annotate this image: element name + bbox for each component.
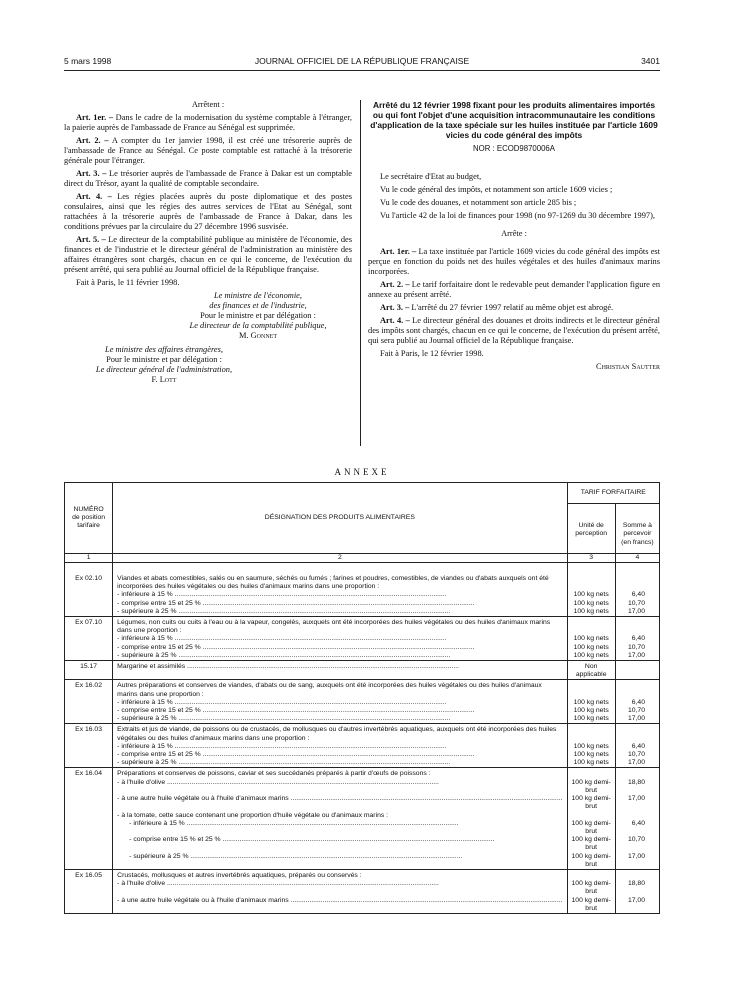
unit-cell: 100 kg nets [567,608,615,617]
unit-cell: 100 kg demi-brut [567,897,615,914]
amount-cell: 17,00 [615,853,659,870]
designation-cell [113,853,567,870]
table-row [65,759,660,768]
designation-cell [113,591,567,599]
table-row [65,743,660,751]
col-header-unite: Unité de perception [567,504,615,554]
sig1-line3: Pour le ministre et par délégation : [200,311,316,320]
amount-cell: 17,00 [615,795,659,811]
position-cell: Ex 16.04 [65,768,113,779]
article-text: Le directeur général des douanes et droits indirects et le directeur général des impôts sont chargés, chacun en ce qui le concerne, de l'exécution du présent arrêté, qui sera publié au Journal officiel de la République française. [368,316,660,345]
designation-text: - inférieure à 15 % ..... [117,635,562,643]
amount-cell [615,724,659,743]
amount-cell [615,563,659,592]
amount-cell [615,768,659,779]
article-right-2 [368,280,660,300]
unit-cell [567,617,615,636]
left-articles [64,113,352,275]
decree-title: Arrêté du 12 février 1998 fixant pour les produits alimentaires importés ou qui font l'objet d'une acquisition intracommunautaire les conditions d'application de la taxe spéciale sur les huiles instituée par l'article 1609 vicies du code général des impôts [370,100,658,140]
designation-text: - supérieure à 25 % ..... [117,759,562,767]
position-cell: Ex 16.02 [65,680,113,699]
article-right-3 [368,303,660,313]
position-cell: Ex 07.10 [65,617,113,636]
table-row [65,680,660,699]
col-header-tarif: TARIF FORFAITAIRE [567,483,660,504]
unit-cell: 100 kg nets [567,751,615,759]
position-cell [65,795,113,811]
table-row [65,779,660,795]
column-number-row [65,553,660,562]
header-date: 5 mars 1998 [64,56,112,66]
article-label: Art. 3. – [380,303,410,312]
article-right-1 [368,247,660,277]
table-row [65,724,660,743]
designation-text: Margarine et assimilés ..... [117,663,562,671]
amount-cell: 6,40 [615,591,659,599]
column-divider [360,100,361,446]
visa-1: Le secrétaire d'Etat au budget, [380,172,482,181]
position-cell [65,707,113,715]
article-label: Art. 4. – [76,192,112,201]
page-header [64,56,660,71]
position-cell: 15.17 [65,661,113,680]
amount-cell [615,812,659,820]
article-label: Art. 2. – [76,136,109,145]
unit-cell: 100 kg nets [567,743,615,751]
designation-text: - à l'huile d'olive ..... [117,880,562,888]
position-cell [65,715,113,724]
arrete-heading: Arrête : [501,229,527,238]
amount-cell: 6,40 [615,743,659,751]
article-text: Le trésorier auprès de l'ambassade de France à Dakar est un comptable direct du Trésor, ayant la qualité de comptable secondaire. [64,169,353,188]
article-text: A compter du 1er janvier 1998, il est créé une trésorerie auprès de l'ambassade de France au Sénégal. Ce poste comptable est rattaché à la trésorerie générale pour l'étranger. [64,136,353,165]
position-cell [65,600,113,608]
article-left-5 [64,235,352,275]
table-row [65,644,660,652]
article-text: L'arrêté du 27 février 1997 relatif au même objet est abrogé. [411,303,614,312]
amount-cell: 10,70 [615,644,659,652]
unit-cell: 100 kg demi-brut [567,880,615,896]
position-cell [65,591,113,599]
designation-cell [113,795,567,811]
designation-text: - supérieure à 25 % ..... [117,608,562,616]
designation-text: - comprise entre 15 et 25 % ..... [117,751,562,759]
sig1-line1: Le ministre de l'économie, [213,291,302,300]
table-row [65,897,660,914]
col-number-4: 4 [615,553,659,562]
designation-text: - inférieure à 15 % ..... [117,699,562,707]
designation-cell [113,779,567,795]
designation-cell [113,699,567,707]
amount-cell: 10,70 [615,707,659,715]
header-page-number: 3401 [641,56,660,66]
designation-cell [113,715,567,724]
right-signature: Christian Sautter [596,362,660,371]
position-cell [65,880,113,896]
col-header-somme: Somme à percevoir (en francs) [615,504,659,554]
designation-cell [113,680,567,699]
table-row [65,812,660,820]
sig1-line4: Le directeur de la comptabilité publique, [189,321,327,330]
signature-block-1 [164,291,352,341]
table-row [65,820,660,836]
article-text: Le tarif forfaitaire dont le redevable peut demander l'application figure en annexe au présent arrêté. [368,280,661,299]
right-fait: Fait à Paris, le 12 février 1998. [380,349,484,358]
sig1-name: M. Gonnet [238,331,277,340]
position-cell [65,743,113,751]
article-label: Art. 1er. – [380,247,417,256]
designation-text: - comprise entre 15 % et 25 % ..... [117,836,562,844]
table-row [65,699,660,707]
position-cell [65,897,113,914]
amount-cell: 17,00 [615,759,659,768]
table-row [65,591,660,599]
unit-cell: 100 kg nets [567,699,615,707]
col-number-3: 3 [567,553,615,562]
article-text: Le directeur de la comptabilité publique au ministère de l'économie, des finances et de l'industrie et le directeur général de l'administration au ministère des affaires étrangères sont chargés, chacun en ce qui le concerne, de l'exécution du présent arrêté, qui sera publié au Journal officiel de la République française. [64,235,353,274]
designation-text: - inférieure à 15 % ..... [117,591,562,599]
designation-cell [113,869,567,880]
designation-text: - comprise entre 15 et 25 % ..... [117,600,562,608]
position-cell [65,635,113,643]
table-row [65,600,660,608]
amount-cell: 10,70 [615,836,659,852]
right-column [368,100,660,375]
designation-text: - comprise entre 15 et 25 % ..... [117,707,562,715]
unit-cell [567,812,615,820]
visa-3: Vu le code des douanes, et notamment son article 285 bis ; [380,198,577,207]
designation-text: - supérieure à 25 % ..... [117,652,562,660]
designation-cell [113,743,567,751]
position-cell [65,820,113,836]
position-cell [65,759,113,768]
amount-cell: 17,00 [615,715,659,724]
col-number-1: 1 [65,553,113,562]
amount-cell [615,680,659,699]
table-row [65,869,660,880]
position-cell: Ex 02.10 [65,563,113,592]
designation-text: Crustacés, mollusques et autres invertébrés aquatiques, préparés ou conservés : [117,871,362,879]
designation-cell [113,707,567,715]
designation-cell [113,768,567,779]
article-label: Art. 4. – [380,316,410,325]
position-cell [65,699,113,707]
unit-cell [567,768,615,779]
unit-cell: 100 kg nets [567,591,615,599]
article-right-4 [368,316,660,346]
amount-cell: 10,70 [615,600,659,608]
table-row [65,853,660,870]
annexe-heading: ANNEXE [334,467,390,477]
left-column [64,100,352,385]
left-fait: Fait à Paris, le 11 février 1998. [76,278,180,287]
table-body [65,563,660,914]
table-row [65,880,660,896]
designation-text: Autres préparations et conserves de viandes, d'abats ou de sang, auxquels ont été incorporées des huiles végétales ou des huiles d'animaux marins dans une proportion : [117,682,542,698]
visa-4: Vu l'article 42 de la loi de finances pour 1998 (no 97-1269 du 30 décembre 1997), [380,211,655,220]
amount-cell: 6,40 [615,699,659,707]
designation-text: - inférieure à 15 % ..... [117,743,562,751]
unit-cell: 100 kg demi-brut [567,779,615,795]
sig2-line2: Pour le ministre et par délégation : [106,355,222,364]
nor-reference: NOR : ECOD9870006A [473,144,555,153]
designation-text: Viandes et abats comestibles, salés ou en saumure, séchés ou fumés ; farines et poudres, comestibles, de viandes ou d'abats auxquels ont été incorporées des huiles végétales ou des huiles d'animaux marins dans une proportion : [117,575,549,591]
unit-cell: 100 kg nets [567,759,615,768]
designation-cell [113,812,567,820]
designation-text: - à la tomate, cette sauce contenant une proportion d'huile végétale ou d'animaux marins : [117,811,389,819]
designation-cell [113,635,567,643]
sig2-line3: Le directeur général de l'administration, [95,365,233,374]
designation-cell [113,600,567,608]
article-label: Art. 5. – [76,235,106,244]
position-cell [65,644,113,652]
designation-text: - inférieure à 15 % ..... [117,820,562,828]
unit-cell [567,680,615,699]
designation-text: - à une autre huile végétale ou à l'huile d'animaux marins ..... [117,795,562,803]
unit-cell: 100 kg nets [567,600,615,608]
amount-cell [615,869,659,880]
unit-cell: 100 kg nets [567,715,615,724]
designation-text: Extraits et jus de viande, de poissons ou de crustacés, de mollusques ou d'autres invertébrés aquatiques, auxquels ont été incorporées des huiles végétales ou des huiles d'animaux marins dans une proportion : [117,726,557,742]
amount-cell: 18,80 [615,779,659,795]
table-row [65,707,660,715]
table-row [65,836,660,852]
designation-cell [113,652,567,661]
col-number-2: 2 [113,553,567,562]
table-row [65,661,660,680]
table-row [65,608,660,617]
position-cell: Ex 16.05 [65,869,113,880]
unit-cell: 100 kg nets [567,635,615,643]
article-left-1 [64,113,352,133]
table-row [65,768,660,779]
article-label: Art. 3. – [76,169,107,178]
amount-cell: 18,80 [615,880,659,896]
header-journal-title: JOURNAL OFFICIEL DE LA RÉPUBLIQUE FRANÇAISE [254,56,470,66]
unit-cell: 100 kg demi-brut [567,795,615,811]
table-row [65,617,660,636]
table-row [65,563,660,592]
unit-cell: 100 kg nets [567,652,615,661]
sig1-line2: des finances et de l'industrie, [209,301,307,310]
article-text: Les régies placées auprès du poste diplomatique et des postes consulaires, ainsi que les régies des autres services de l'Etat au Sénégal, sont rattachées à la trésorerie auprès de l'ambassade de France à Dakar, dans les conditions prévues par la circulaire du 27 décembre 1996 susvisée. [64,192,352,231]
designation-cell [113,880,567,896]
position-cell [65,608,113,617]
amount-cell: 6,40 [615,635,659,643]
arretent-heading: Arrêtent : [191,100,225,109]
designation-text: - supérieure à 25 % ..... [117,853,562,861]
amount-cell: 17,00 [615,897,659,914]
unit-cell: 100 kg nets [567,644,615,652]
article-left-3 [64,169,352,189]
designation-text: Préparations et conserves de poissons, caviar et ses succédanés préparés à partir d'œufs de poissons : [117,770,431,778]
designation-text: - supérieure à 25 % ..... [117,715,562,723]
annexe-table [64,482,660,914]
position-cell [65,836,113,852]
position-cell [65,751,113,759]
designation-cell [113,751,567,759]
amount-cell: 6,40 [615,820,659,836]
designation-cell [113,608,567,617]
designation-cell [113,617,567,636]
table-row [65,795,660,811]
designation-cell [113,661,567,680]
designation-cell [113,563,567,592]
designation-text: - à l'huile d'olive ..... [117,779,562,787]
article-text: La taxe instituée par l'article 1609 vicies du code général des impôts est perçue en fonction du poids net des huiles végétales et des huiles d'animaux marins incorporées. [368,247,661,276]
unit-cell: 100 kg demi-brut [567,853,615,870]
designation-cell [113,897,567,914]
position-cell [65,812,113,820]
table-row [65,635,660,643]
table-row [65,715,660,724]
unit-cell: 100 kg nets [567,707,615,715]
designation-text: - comprise entre 15 et 25 % ..... [117,644,562,652]
position-cell [65,652,113,661]
designation-cell [113,724,567,743]
amount-cell: 17,00 [615,608,659,617]
designation-cell [113,836,567,852]
unit-cell: Non applicable [567,661,615,680]
unit-cell [567,869,615,880]
table-row [65,652,660,661]
col-header-designation: DÉSIGNATION DES PRODUITS ALIMENTAIRES [113,483,567,554]
amount-cell [615,661,659,680]
sig2-name: F. Lott [151,375,177,384]
article-label: Art. 1er. – [76,113,114,122]
table-header-row [65,483,660,504]
amount-cell: 10,70 [615,751,659,759]
article-label: Art. 2. – [380,280,410,289]
amount-cell: 17,00 [615,652,659,661]
designation-cell [113,644,567,652]
article-left-2 [64,136,352,166]
unit-cell [567,724,615,743]
unit-cell [567,563,615,592]
table-row [65,751,660,759]
position-cell [65,779,113,795]
unit-cell: 100 kg demi-brut [567,820,615,836]
right-articles [368,247,660,346]
position-cell: Ex 16.03 [65,724,113,743]
article-left-4 [64,192,352,232]
designation-text: - à une autre huile végétale ou à l'huile d'animaux marins ..... [117,897,562,905]
article-text: Dans le cadre de la modernisation du système comptable à l'étranger, la paierie auprès de l'ambassade de France au Sénégal est supprimée. [64,113,353,132]
sig2-line1: Le ministre des affaires étrangères, [105,345,223,354]
amount-cell [615,617,659,636]
signature-block-2 [64,345,264,385]
designation-cell [113,759,567,768]
position-cell [65,853,113,870]
visa-2: Vu le code général des impôts, et notamment son article 1609 vicies ; [380,185,613,194]
designation-cell [113,820,567,836]
unit-cell: 100 kg demi-brut [567,836,615,852]
designation-text: Légumes, non cuits ou cuits à l'eau ou à la vapeur, congelés, auxquels ont été incorporées des huiles végétales ou des huiles d'animaux marins dans une proportion : [117,619,551,635]
col-header-numero: NUMÉRO de position tarifaire [65,483,113,554]
